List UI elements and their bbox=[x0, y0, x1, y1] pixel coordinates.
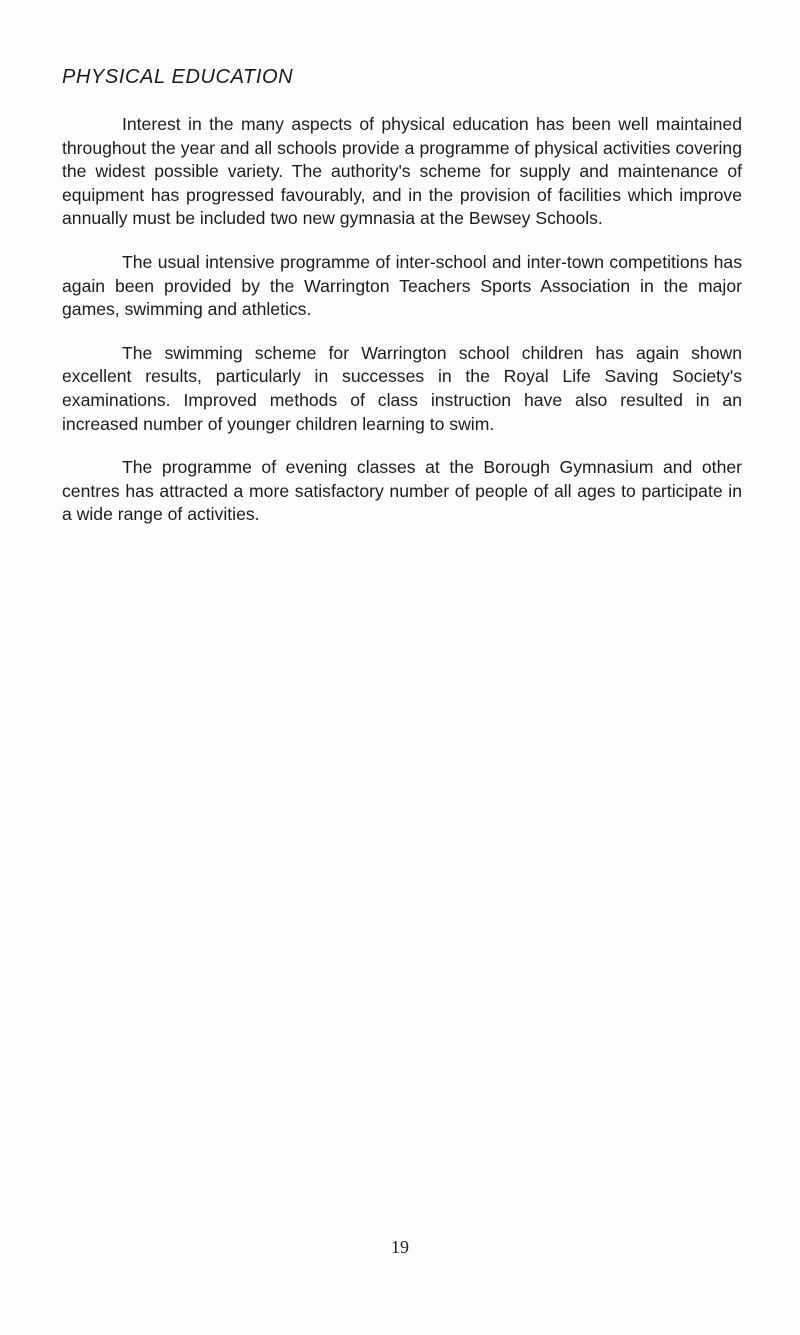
paragraph-inter-school-competitions: The usual intensive programme of inter-school and inter-town competitions has again been provided by the Warrington Teachers Sports Association in the major games, swimming and athletics. bbox=[62, 251, 742, 320]
page-number: 19 bbox=[391, 1237, 409, 1257]
paragraph-evening-classes: The programme of evening classes at the Borough Gymnasium and other centres has attracted a more satisfactory number of people of all ages to participate in a wide range of activities. bbox=[62, 457, 742, 525]
paragraph-equipment-and-facilities: Interest in the many aspects of physical education has been well maintained throughout the year and all schools provide a programme of physical activities covering the widest possible variety. The authority's scheme for supply and maintenance of equipment has progressed favourably, and in the provision of facilities which improve annually must be included two new gymnasia at the Bewsey Schools. bbox=[62, 114, 742, 229]
paragraph-swimming-scheme: The swimming scheme for Warrington school children has again shown excellent results, particularly in successes in the Royal Life Saving Society's examinations. Improved methods of class instruction have also resulted in an increased number of younger children learning to swim. bbox=[62, 342, 742, 434]
body-text bbox=[62, 113, 742, 547]
section-heading: PHYSICAL EDUCATION bbox=[62, 66, 294, 88]
